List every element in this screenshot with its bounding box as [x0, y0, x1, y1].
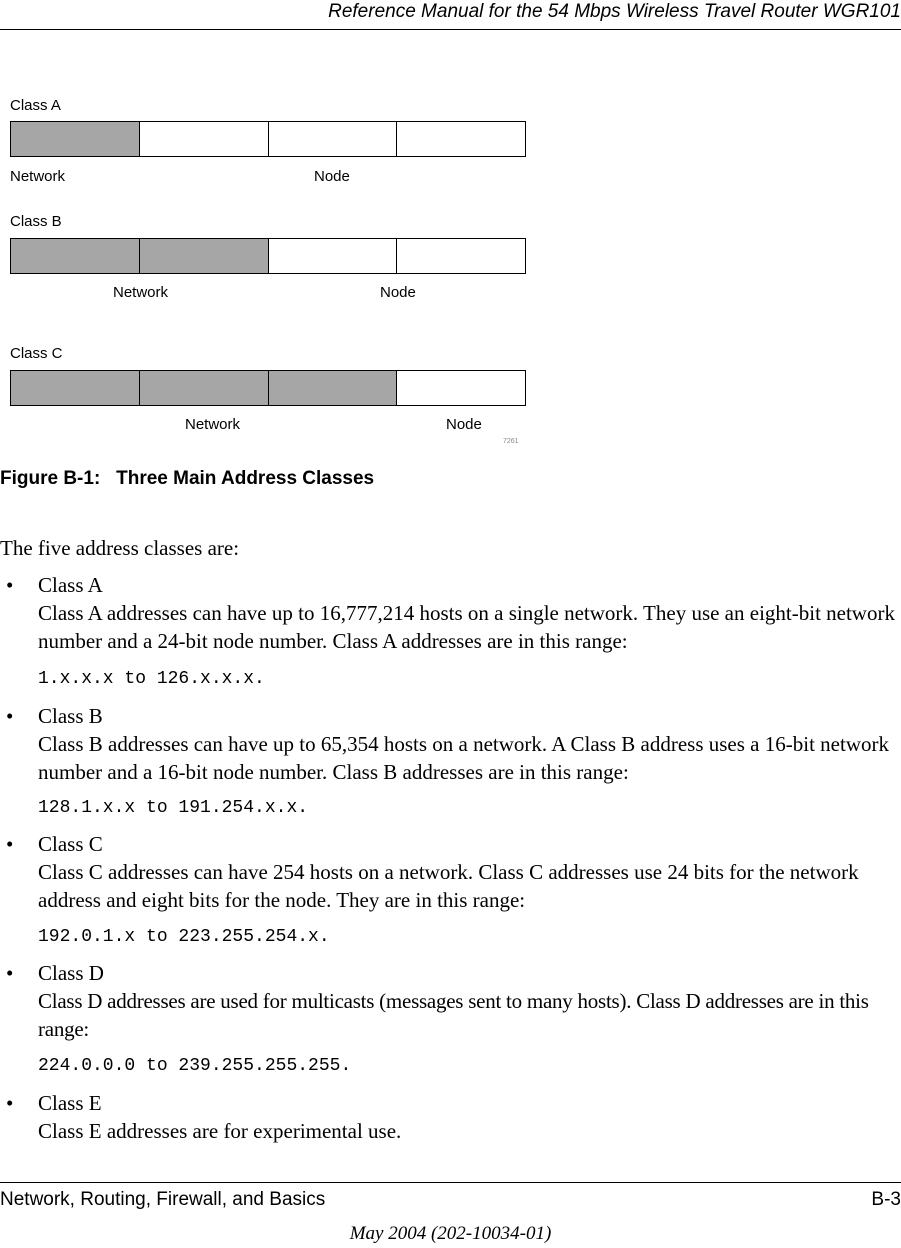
header-divider	[0, 29, 901, 30]
class-b-network-octet	[11, 239, 140, 273]
intro-paragraph: The five address classes are:	[0, 536, 240, 560]
class-c-network-octet	[11, 371, 140, 405]
bullet-glyph: •	[6, 573, 14, 597]
page-header-title: Reference Manual for the 54 Mbps Wireless Travel Router WGR101	[328, 1, 901, 22]
class-b-node-label: Node	[380, 284, 416, 301]
class-a-title: Class A	[10, 97, 61, 114]
class-b-title: Class B	[10, 213, 62, 230]
class-c-network-label: Network	[185, 416, 241, 433]
footer-page-number: B-3	[871, 1189, 901, 1210]
class-b-node-octet	[397, 239, 525, 273]
class-a-network-label: Network	[10, 168, 66, 185]
class-c-network-octet	[269, 371, 398, 405]
figure-caption: Figure B-1: Three Main Address Classes	[0, 468, 375, 489]
class-a-address-box	[10, 121, 526, 157]
footer-section-title: Network, Routing, Firewall, and Basics	[0, 1189, 326, 1210]
bullet-glyph: •	[6, 1091, 14, 1115]
class-a-node-label: Node	[314, 168, 350, 185]
class-b-heading: Class B	[38, 704, 103, 728]
class-c-description: Class C addresses can have 254 hosts on a network. Class C addresses use 24 bits for the network address and eight bits for the node. They are in this range:	[38, 860, 859, 912]
bullet-glyph: •	[6, 832, 14, 856]
class-a-node-octet	[397, 122, 525, 156]
class-a-node-octet	[140, 122, 269, 156]
class-b-network-label: Network	[113, 284, 169, 301]
class-b-description: Class B addresses can have up to 65,354 hosts on a network. A Class B address uses a 16-bit network number and a 16-bit node number. Class B addresses are in this range:	[38, 732, 889, 784]
class-c-title: Class C	[10, 345, 63, 362]
class-c-network-octet	[140, 371, 269, 405]
class-d-range: 224.0.0.0 to 239.255.255.255.	[38, 1056, 352, 1076]
class-b-range: 128.1.x.x to 191.254.x.x.	[38, 798, 309, 818]
class-b-network-octet	[140, 239, 269, 273]
footer-date: May 2004 (202-10034-01)	[349, 1223, 552, 1244]
class-d-description: Class D addresses are used for multicasts (messages sent to many hosts). Class D addresses are in this range:	[38, 989, 869, 1041]
class-c-heading: Class C	[38, 832, 103, 856]
class-b-node-octet	[269, 239, 398, 273]
class-a-node-octet	[269, 122, 398, 156]
figure-id-number: 7261	[503, 438, 519, 445]
class-a-description: Class A addresses can have up to 16,777,214 hosts on a single network. They use an eight-bit network number and a 24-bit node number. Class A addresses are in this range:	[38, 601, 895, 653]
class-a-range: 1.x.x.x to 126.x.x.x.	[38, 669, 265, 689]
bullet-glyph: •	[6, 704, 14, 728]
class-d-heading: Class D	[38, 961, 104, 985]
class-e-description: Class E addresses are for experimental use.	[38, 1119, 402, 1143]
class-c-node-label: Node	[446, 416, 482, 433]
class-a-heading: Class A	[38, 573, 103, 597]
class-b-address-box	[10, 238, 526, 274]
class-a-network-octet	[11, 122, 140, 156]
footer-divider	[0, 1182, 901, 1183]
class-c-address-box	[10, 370, 526, 406]
bullet-glyph: •	[6, 961, 14, 985]
class-e-heading: Class E	[38, 1091, 102, 1115]
class-c-range: 192.0.1.x to 223.255.254.x.	[38, 927, 330, 947]
class-c-node-octet	[397, 371, 525, 405]
